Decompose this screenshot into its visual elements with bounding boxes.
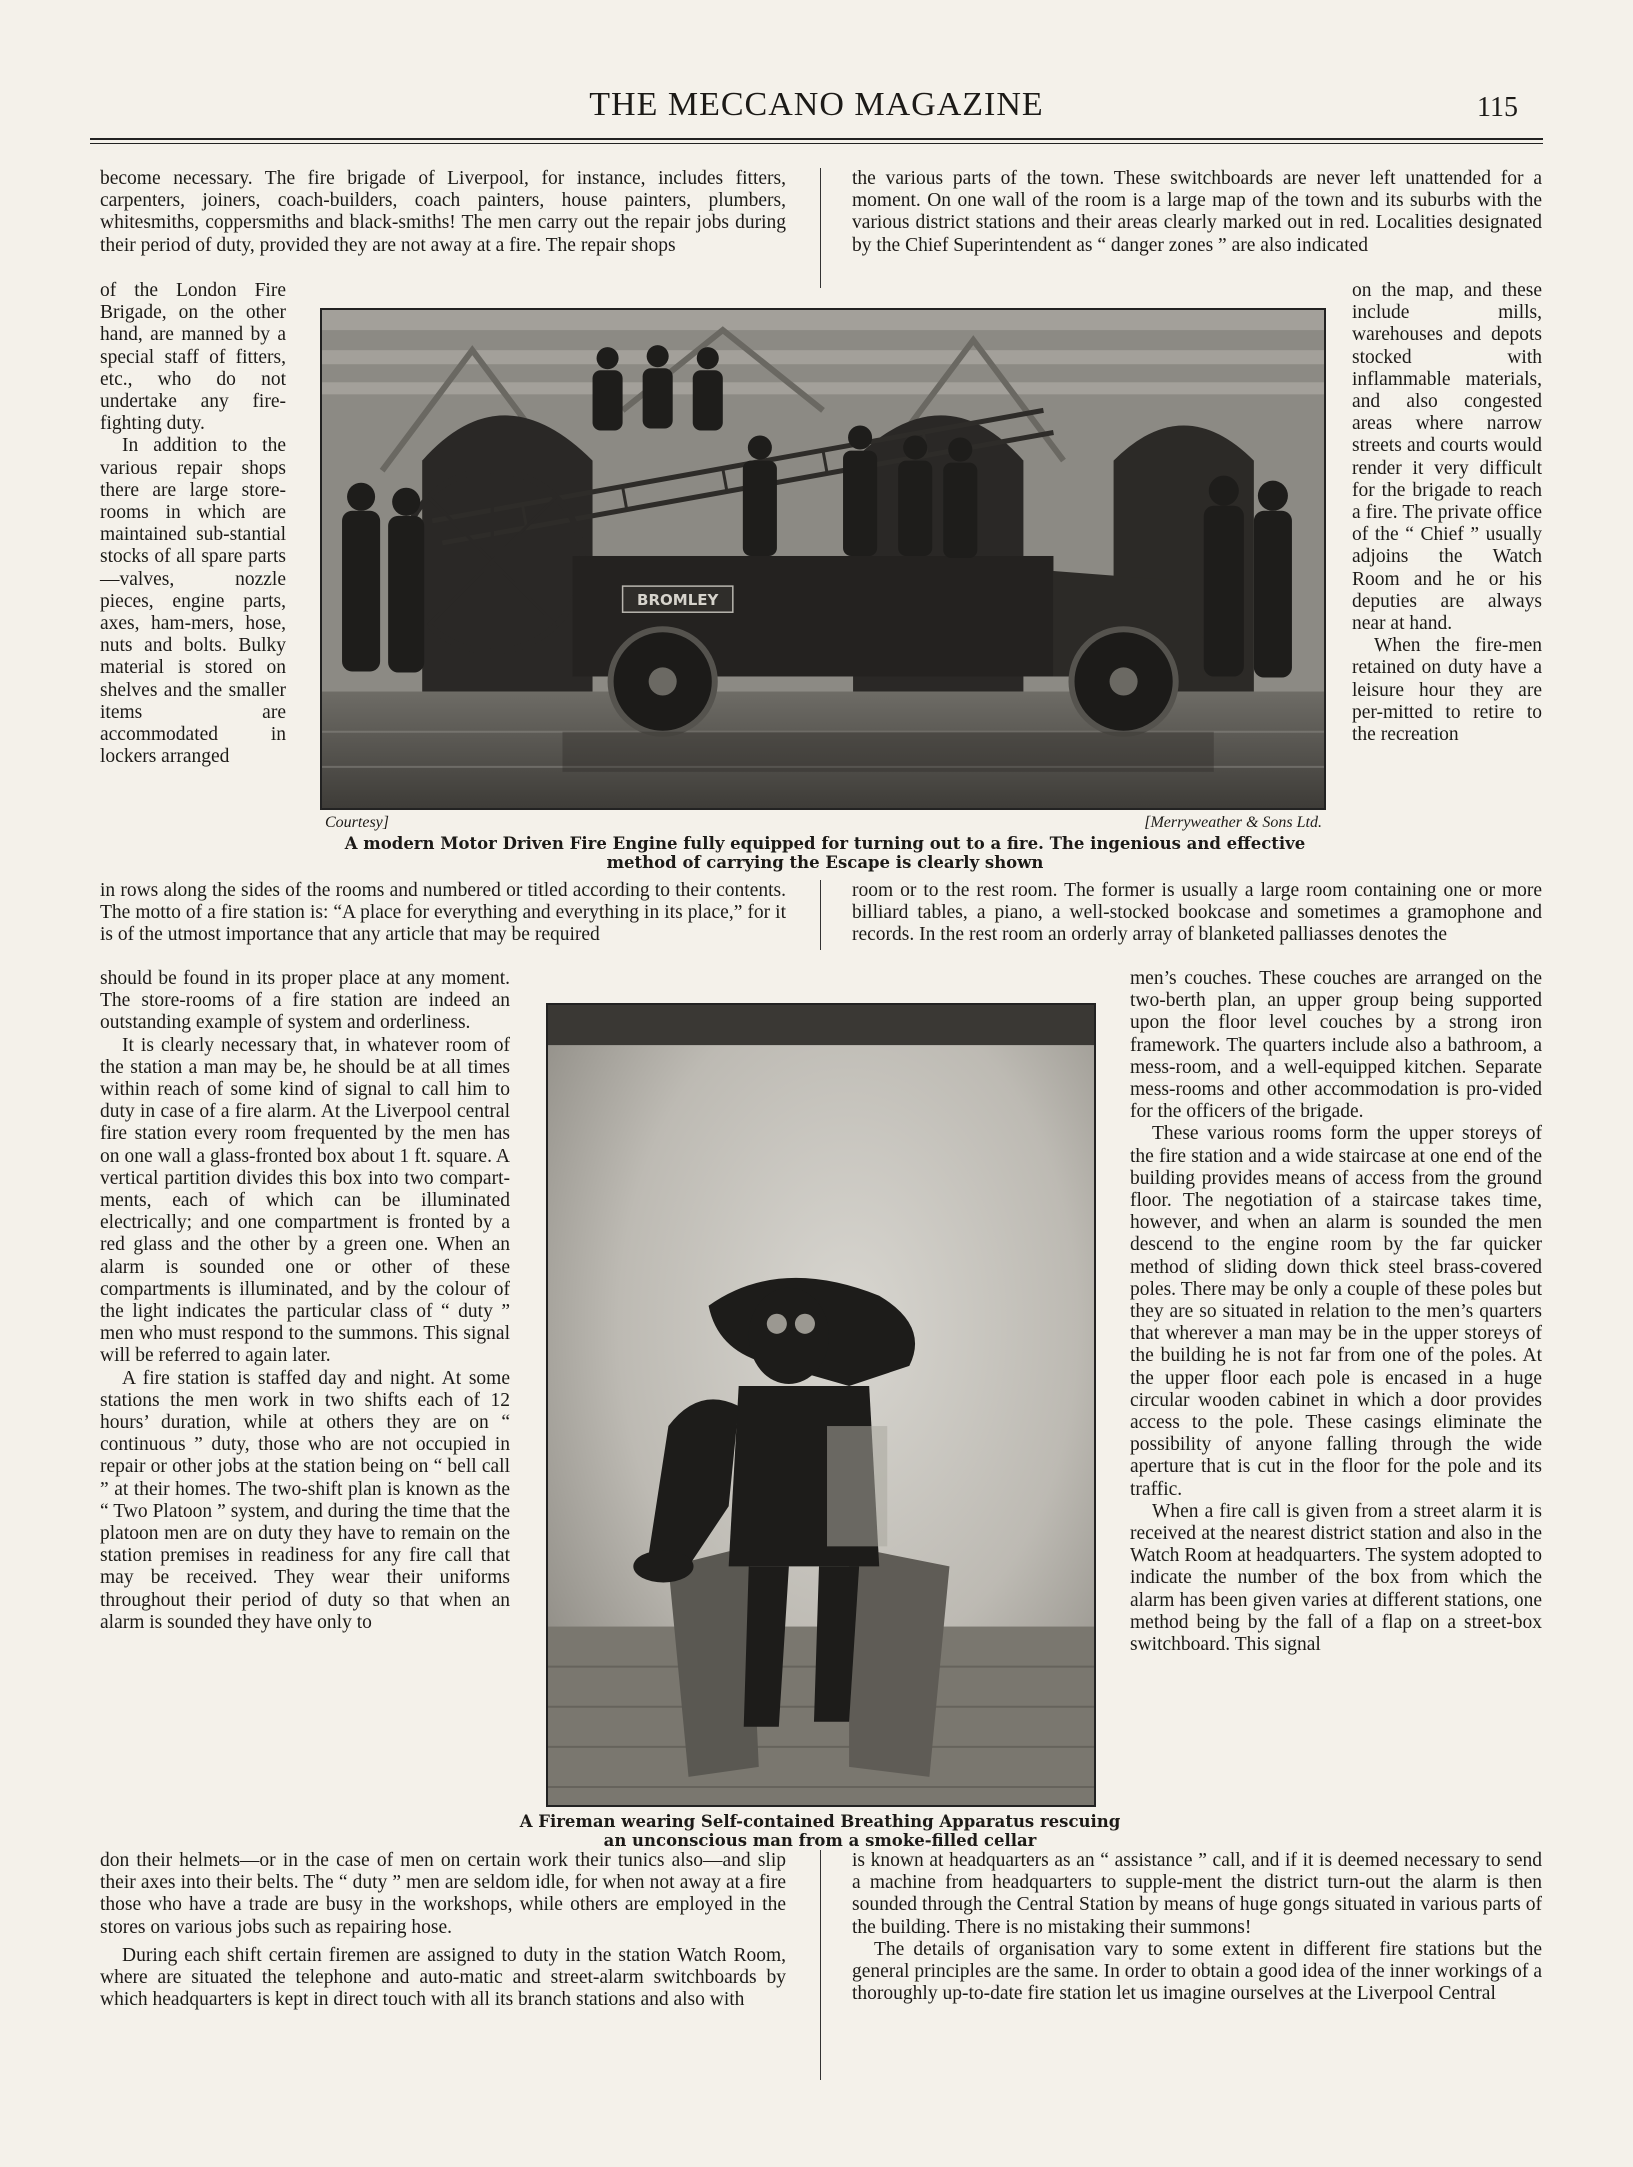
fire-engine-caption: A modern Motor Driven Fire Engine fully equipped for turning out to a fire. The ingenious and effective method of carrying the Escape is clearly shown [344,834,1306,872]
paragraph: room or to the rest room. The former is usually a large room containing one or more billiard tables, a piano, a well-stocked bookcase and sometimes a gramophone and records. In the rest room an orderly array of blanketed palliasses denotes the [852,880,1542,946]
paragraph: When a fire call is given from a street alarm it is received at the nearest district station and also in the Watch Room at headquarters. The system adopted to indicate the number of the box from which the alarm has been given varies at different stations, one method being by the fall of a flap on a street-box switchboard. This signal [1130,1500,1542,1656]
paragraph: the various parts of the town. These switchboards are never left unattended for a moment. On one wall of the room is a large map of the town and its suburbs with the various district stations and their areas clearly marked out in red. Localities designated by the Chief Superintendent as “ danger zones ” are also indicated [852,168,1542,256]
bottom-left-column [100,1850,786,2080]
middle-left-column [100,880,786,970]
upper-right-column [852,168,1542,288]
paragraph: When the fire-men retained on duty have a leisure hour they are per-mitted to retire to the recreation [1352,635,1542,746]
paragraph: A fire station is staffed day and night. At some stations the men work in two shifts each of 12 hours’ duration, while at others they are on “ continuous ” duty, those who are not occupied in repair or other jobs at the station being on “ bell call ” at their homes. The two-shift plan is known as the “ Two Platoon ” system, and during the time that the platoon men are on duty they have to remain on the station premises in readiness for any fire call that may be received. They wear their uniforms throughout their period of duty so that when an alarm is sounded they have only to [100,1367,510,1633]
page-number: 115 [1477,92,1518,123]
photo-credit-right: [Merryweather & Sons Ltd. [1144,814,1322,831]
paragraph: men’s couches. These couches are arranged on the two-berth plan, an upper group being supported upon the floor level couches by a strong iron framework. The quarters include also a bathroom, a mess-room, and a well-equipped kitchen. Separate mess-rooms and other accommodation is pro-vided for the officers of the brigade. [1130,968,1542,1123]
paragraph: In addition to the various repair shops there are large store-rooms in which are maintained sub-stantial stocks of all spare parts—valves, nozzle pieces, engine parts, axes, ham-mers, hose, nuts and bolts. Bulky material is stored on shelves and the smaller items are accommodated in lockers arranged [100,435,286,768]
left-narrow-column [100,280,286,880]
paragraph: in rows along the sides of the rooms and numbered or titled according to their contents. The motto of a fire station is: “A place for everything and everything in its place,” for it is of the utmost importance that any article that may be required [100,880,786,946]
paragraph: become necessary. The fire brigade of Liverpool, for instance, includes fitters, carpenters, joiners, coach-builders, coach painters, house painters, plumbers, whitesmiths, coppersmiths and black-smiths! The men carry out the repair jobs during their period of duty, provided they are not away at a fire. The repair shops [100,168,786,256]
middle-right-column [852,880,1542,970]
bottom-right-column [852,1850,1542,2080]
header-rule [90,138,1543,140]
right-column-lower [1130,968,1542,1848]
fireman-rescue-photo [546,1003,1096,1807]
photo-credit-left: Courtesy] [325,814,389,831]
column-divider-lower [820,1850,821,2080]
paragraph: on the map, and these include mills, warehouses and depots stocked with inflammable materials, and also congested areas where narrow streets and courts would render it very difficult for the brigade to reach a fire. The private office of the “ Chief ” usually adjoins the Watch Room and he or his deputies are always near at hand. [1352,280,1542,635]
paragraph: should be found in its proper place at any moment. The store-rooms of a fire station are indeed an outstanding example of system and orderliness. [100,968,510,1034]
right-narrow-column [1352,280,1542,880]
vehicle-lettering: BROMLEY [637,591,719,610]
upper-left-column [100,168,786,288]
paragraph: The details of organisation vary to some extent in different fire stations but the general principles are the same. In order to obtain a good idea of the inner workings of a thoroughly up-to-date fire station let us imagine ourselves at the Liverpool Central [852,1938,1542,2005]
column-divider-upper [820,168,821,288]
paragraph: don their helmets—or in the case of men on certain work their tunics also—and slip their axes into their belts. The “ duty ” men are seldom idle, for when not away at a fire those who have a trade are busy in the workshops, while others are employed in the stores on various jobs such as repairing hose. [100,1850,786,1938]
fire-engine-photo [320,308,1326,810]
paragraph: of the London Fire Brigade, on the other hand, are manned by a special staff of fitters, etc., who do not undertake any fire-fighting duty. [100,280,286,435]
column-divider-middle [820,880,821,950]
fireman-rescue-caption: A Fireman wearing Self-contained Breathing Apparatus rescuing an unconscious man from a smoke-filled cellar [519,1812,1121,1850]
paragraph: These various rooms form the upper storeys of the fire station and a wide staircase at one end of the building provides means of access from the ground floor. The negotiation of a staircase takes time, however, and when an alarm is sounded the men descend to the engine room by the far quicker method of sliding down thick steel brass-covered poles. There may be only a couple of these poles but they are so situated in relation to the men’s quarters that wherever a man may be in the upper storeys of the building he is not far from one of the poles. At the upper floor each pole is encased in a huge circular wooden cabinet in which a door provides access to the pole. These casings eliminate the possibility of anyone falling through the wide aperture that is cut in the floor for the pole and its traffic. [1130,1123,1542,1500]
paragraph: is known at headquarters as an “ assistance ” call, and if it is deemed necessary to send a machine from headquarters to supple-ment the district turn-out the alarm is then sounded through the Central Station by means of huge gongs situated in various parts of the building. There is no mistaking their summons! [852,1850,1542,1938]
magazine-title: THE MECCANO MAGAZINE [589,86,1044,123]
paragraph: During each shift certain firemen are assigned to duty in the station Watch Room, where are situated the telephone and auto-matic and street-alarm switchboards by which headquarters is kept in direct touch with all its branch stations and also with [100,1944,786,2011]
left-column-lower [100,968,510,1848]
header-rule-thin [90,143,1543,144]
paragraph: It is clearly necessary that, in whatever room of the station a man may be, he should be at all times within reach of some kind of signal to call him to duty in case of a fire alarm. At the Liverpool central fire station every room frequented by the men has on one wall a glass-fronted box about 1 ft. square. A vertical partition divides this box into two compart-ments, each of which can be illuminated electrically; and one compartment is fronted by a red glass and the other by a green one. When an alarm is sounded one or other of these compartments is illuminated, and by the colour of the light indicates the particular class of “ duty ” men who must respond to the summons. This signal will be referred to again later. [100,1034,510,1367]
